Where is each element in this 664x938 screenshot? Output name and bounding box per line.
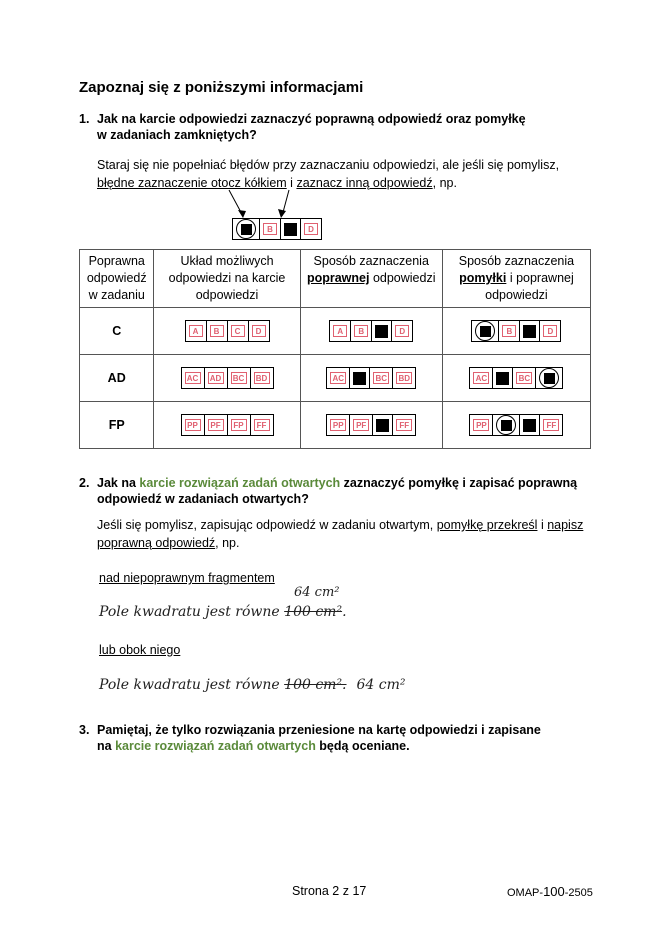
open-answers-card-text: karcie rozwiązań zadań otwartych (139, 476, 341, 490)
question-1-title-line2: w zadaniach zamkniętych? (97, 128, 257, 142)
row-label: C (80, 308, 154, 355)
row-label: AD (80, 355, 154, 402)
document-code: OMAP-100-2505 (507, 884, 593, 899)
mistake-cell: AC BC (442, 355, 590, 402)
filled-answer-mark (284, 223, 297, 236)
table-row (80, 308, 591, 355)
table-row (80, 355, 591, 402)
correct-cell: A B D (300, 308, 442, 355)
question-1-number: 1. (79, 112, 90, 126)
q1-para-mid: i (286, 176, 297, 190)
page-number: Strona 2 z 17 (292, 884, 367, 898)
question-2-title: 2. Jak na karcie rozwiązań zadań otwartych zaznaczyć pomyłkę i zapisać poprawną odpowiedź w zadaniach otwartych? (79, 476, 578, 506)
example-answer-card (232, 218, 322, 240)
circled-mistake-mark (236, 219, 256, 239)
handwritten-answer-2: Pole kwadratu jest równe 100 cm². 64 cm² (99, 677, 406, 693)
correct-cell: PP PF FF (300, 402, 442, 449)
page-heading: Zapoznaj się z poniższymi informacjami (79, 79, 364, 96)
header-mistake-marking: Sposób zaznaczenia pomyłki i poprawnej odpowiedzi (442, 250, 590, 308)
label-beside: lub obok niego (99, 643, 181, 657)
answer-cell: D (304, 223, 318, 235)
question-1-title-line1: Jak na karcie odpowiedzi zaznaczyć poprawną odpowiedź oraz pomyłkę (97, 112, 526, 126)
header-correct-marking: Sposób zaznaczenia poprawnej odpowiedzi (300, 250, 442, 308)
q1-underline-mark-other: zaznacz inną odpowiedź (296, 176, 433, 190)
q1-para-line1: Staraj się nie popełniać błędów przy zaznaczaniu odpowiedzi, ale jeśli się pomylisz, (97, 158, 560, 172)
mistake-cell: PP FF (442, 402, 590, 449)
label-above-fragment: nad niepoprawnym fragmentem (99, 571, 275, 585)
example-arrows (225, 188, 305, 222)
question-2-number: 2. (79, 476, 90, 490)
handwritten-answer-1: Pole kwadratu jest równe 100 cm². (99, 604, 347, 620)
question-3-number: 3. (79, 723, 90, 737)
layout-cell: A B C D (154, 308, 300, 355)
question-1-title (79, 111, 599, 143)
table-row (80, 402, 591, 449)
q1-underline-circle: błędne zaznaczenie otocz kółkiem (97, 176, 287, 190)
question-1-paragraph (97, 156, 597, 192)
question-3: 3. Pamiętaj, że tylko rozwiązania przeniesione na kartę odpowiedzi i zapisane na karcie rozwiązań zadań otwartych będą oceniane. (79, 723, 541, 753)
layout-cell: AC AD BC BD (154, 355, 300, 402)
row-label: FP (80, 402, 154, 449)
mistake-cell: B D (442, 308, 590, 355)
layout-cell: PP PF FP FF (154, 402, 300, 449)
table-header-row (80, 250, 591, 308)
header-correct-answer: Poprawna odpowiedź w zadaniu (80, 250, 154, 308)
handwritten-correction: 64 cm² (294, 585, 340, 600)
header-layout: Układ możliwych odpowiedzi na karcie odpowiedzi (154, 250, 300, 308)
q1-para-end: , np. (432, 176, 457, 190)
question-2-paragraph: Jeśli się pomylisz, zapisując odpowiedź w zadaniu otwartym, pomyłkę przekreśl i napisz poprawną odpowiedź, np. (97, 518, 584, 550)
answer-cell: B (263, 223, 277, 235)
marking-table (79, 249, 591, 449)
correct-cell: AC BC BD (300, 355, 442, 402)
